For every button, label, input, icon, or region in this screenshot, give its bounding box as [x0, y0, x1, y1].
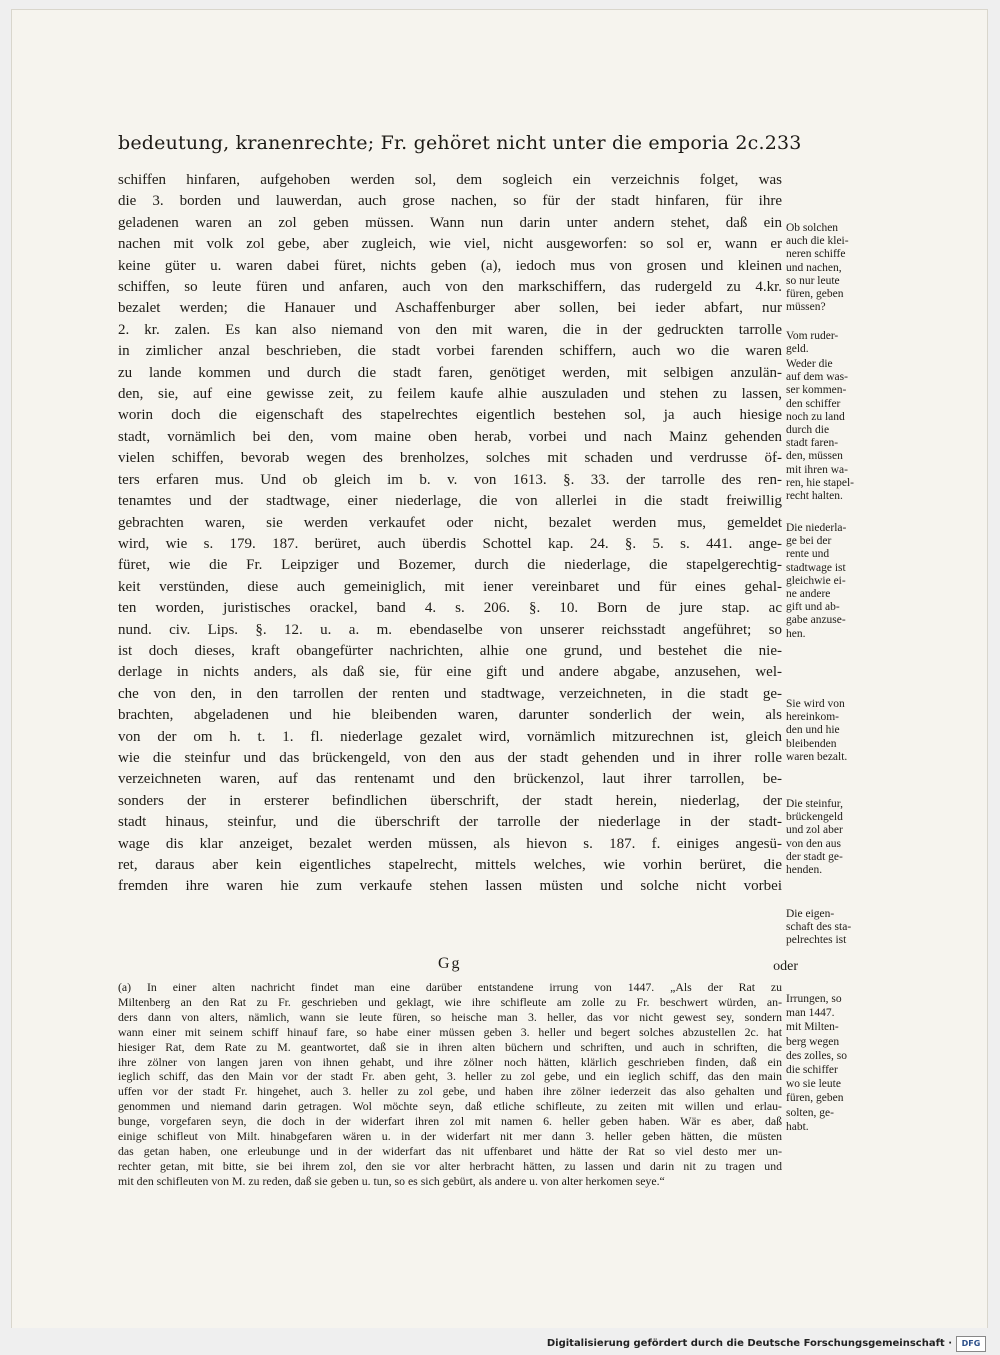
text-line: 2. kr. zalen. Es kan also niemand von den mit waren, die in der gedruckten tarrolle	[118, 321, 782, 338]
text-line: sonders der in ersterer befindlichen überschrift, der stadt herein, niederlag, der	[118, 792, 782, 809]
text-line: den, sie, auf eine gewisse zeit, zu feilem kaufe alhie auszuladen und stehen zu lassen,	[118, 386, 782, 403]
margin-note-line: noch zu land	[786, 410, 845, 423]
signature-row	[118, 955, 798, 979]
footnote-margin-line: des zolles, so	[786, 1049, 848, 1062]
text-line: wie die steinfur und das brückengeld, von den aus der stadt gehenden und in ihrer rolle	[118, 749, 782, 766]
margin-note-line: auf dem was-	[786, 371, 848, 384]
footnote-block	[118, 980, 782, 1189]
margin-note-line: geld.	[786, 343, 809, 356]
text-line: ters erfaren mus. Und ob gleich im b. v. von 1613. §. 33. der tarrolle des ren-	[118, 471, 782, 488]
text-line: bezalet werden; die Hanauer und Aschaffenburger aber sollen, bei ieder abfart, nur	[118, 300, 782, 317]
margin-note-line: gabe anzuse-	[786, 614, 846, 627]
margin-note-line: Die steinfur,	[786, 798, 844, 810]
main-text-block	[118, 170, 782, 898]
text-line: wird, wie s. 179. 187. berüret, auch überdis Schottel kap. 24. §. 5. s. 441. ange-	[118, 535, 782, 552]
catchword: oder	[773, 959, 798, 974]
margin-note-line: gift und ab-	[786, 601, 840, 614]
footnote-line: hiesiger Rat, dem Rate zu M. geantwortet, daß sie in ihren alten büchern und schriften, und auch in schriften, die	[118, 1039, 782, 1054]
margin-note-line: Die eigen-	[786, 908, 835, 920]
text-line: ten worden, juristisches orackel, band 4. s. 206. §. 10. Born de jure stap. ac	[118, 600, 782, 617]
margin-note-line: durch die	[786, 424, 830, 437]
text-line: che von den, in den tarrollen der renten und stadtwage, verzeichneten, in die stadt ge-	[118, 685, 782, 702]
margin-note	[786, 908, 868, 948]
margin-note-line: ren, hie stapel-	[786, 476, 855, 489]
text-line: keine güter u. waren dabei füret, nichts geben (a), iedoch mus von grosen und kleinen	[118, 257, 782, 274]
text-line: gebrachten waren, sie werden verkaufet oder nicht, bezalet werden mus, gemeldet	[118, 514, 782, 531]
footnote-line: Miltenberg an den Rat zu Fr. geschrieben und geklagt, wie ihre schifleute am zolle zu Fr. beschwert würden, an-	[118, 994, 782, 1009]
text-line: geladenen waren an zol geben müssen. Wann nun darin unter andern stehet, daß ein	[118, 214, 782, 231]
text-line: nund. civ. Lips. §. 12. u. a. m. ebendaselbe von unserer reichsstadt angeführet; so	[118, 621, 782, 638]
text-line: schiffen, so leute füren und anfaren, auch von den markschiffern, das rudergeld zu 4.kr.	[118, 279, 782, 296]
margin-note-line: Die niederla-	[786, 522, 847, 534]
text-line: stadt hinaus, steinfur, und die überschrift der tarrolle der niederlage in der stadt-	[118, 814, 782, 831]
footnote-line: (a) In einer alten nachricht findet man eine darüber entstandene irrung von 1447. „Als der Rat zu	[118, 980, 782, 994]
footnote-margin-line: man 1447.	[786, 1007, 835, 1020]
margin-note-line: schaft des sta-	[786, 921, 852, 934]
text-line: nachen mit volk zol gebe, aber zugleich, wie viel, nicht ausgeworfen: so sol er, wann er	[118, 236, 782, 253]
text-line: fremden ihre waren hie zum verkaufe stehen lassen müsten und solche nicht vorbei	[118, 878, 782, 895]
footnote-margin-line: wo sie leute	[786, 1078, 841, 1091]
margin-note-line: recht halten.	[786, 490, 843, 503]
text-line: brachten, abgeladenen und hie bleibenden waren, darunter sonderlich der wein, als	[118, 707, 782, 724]
margin-note-line: neren schiffe	[786, 248, 846, 261]
margin-note-line: gleichwie ei-	[786, 574, 846, 587]
footnote-line: bunge, vorgefaren seyn, die doch in der widerfart ihren zol mit namen 6. heller geben haben. Wär es aber, daß	[118, 1114, 782, 1129]
margin-note-line: bleibenden	[786, 737, 837, 750]
footnote-margin-line: mit Milten-	[786, 1021, 839, 1034]
margin-note-line: Vom ruder-	[786, 330, 839, 342]
margin-note-line: waren bezalt.	[786, 750, 848, 763]
text-line: füret, wie die Fr. Leipziger und Bozemer, durch die niederlage, die stapelgerechtig-	[118, 557, 782, 574]
footnote-margin-line: solten, ge-	[786, 1106, 834, 1119]
text-line: von der om h. t. 1. fl. niederlage gezalet wird, vornämlich mitzurechnen ist, gleich	[118, 728, 782, 745]
text-line: die 3. borden und lauwerdan, auch grose nachen, so für der stadt hinfaren, für ihre	[118, 193, 782, 210]
margin-note	[786, 798, 868, 877]
margin-note-line: so nur leute	[786, 274, 840, 287]
dfg-logo-icon: DFG	[956, 1336, 986, 1352]
footnote-line: wann einer mit seinem schiff hinauf fare, so habe einer müssen geben 3. heller und begert solches abzustellen 2c. hat	[118, 1024, 782, 1039]
funding-credit: Digitalisierung gefördert durch die Deutsche Forschungsgemeinschaft ·	[546, 1338, 952, 1349]
margin-note-line: mit ihren wa-	[786, 463, 848, 476]
margin-note-line: Ob solchen	[786, 222, 839, 234]
text-line: in zimlicher anzal beschrieben, die stadt vorbei farenden schiffern, auch wo die waren	[118, 343, 782, 360]
margin-note	[786, 698, 868, 764]
text-line: tenamtes und der stadtwage, einer niederlage, die von allerlei in die stadt freiwillig	[118, 493, 782, 510]
footnote-line: das getan haben, one erleubunge und in der widerfart das nit uffenbaret und hätte der Rat so viel desto mer un-	[118, 1143, 782, 1158]
text-line: zu lande kommen und durch die stadt faren, genötiget werden, mit selbigen anzulän-	[118, 364, 782, 381]
text-line: schiffen hinfaren, aufgehoben werden sol, dem sogleich ein verzeichnis folget, was	[118, 172, 782, 188]
running-title: bedeutung, kranenrechte; Fr. gehöret nicht unter die emporia 2c.	[118, 132, 765, 154]
margin-note-line: ne andere	[786, 588, 831, 601]
margin-note-line: stadt faren-	[786, 437, 839, 450]
text-line: ret, daraus aber kein eigentliches stapelrecht, mittels welches, wie vorhin berüret, die	[118, 857, 782, 873]
margin-note-line: Sie wird von	[786, 698, 845, 710]
text-line: stadt, vornämlich bei den, vom maine oben herab, vorbei und nach Mainz gehenden	[118, 428, 782, 445]
margin-note-line: ge bei der	[786, 535, 832, 548]
footnote-line: einige schifleut von Milt. hinabgefaren wären u. in der widerfart nit mer dann 3. heller geben hätten, die müsten	[118, 1129, 782, 1144]
margin-note-line: ser kommen-	[786, 384, 847, 397]
footnote-marginal-note	[786, 992, 868, 1134]
footnote-margin-line: habt.	[786, 1120, 809, 1133]
margin-note-line: auch die klei-	[786, 235, 849, 248]
text-line: vielen schiffen, bevorab wegen des brenholzes, solches mit schaden und verdrusse öf-	[118, 450, 782, 467]
text-line: ist doch dieses, kraft obangefürter nachrichten, alhie one grund, und bestehet die nie-	[118, 642, 782, 659]
margin-note-line: hereinkom-	[786, 711, 840, 724]
text-line: verzeichneten waren, auf das rentenamt und den brückenzol, laut ihrer tarrollen, be-	[118, 771, 782, 788]
footnote-line: rechter getan, mit bitte, sie bei ihrem zol, den sie vor alter herbracht hätten, zu lassen und darin nit zu tragen und	[118, 1158, 782, 1173]
margin-note-line: hen.	[786, 627, 806, 640]
margin-note-line: brückengeld	[786, 811, 843, 824]
text-line: worin doch die eigenschaft des stapelrechtes eigentlich bestehen sol, ja auch hiesige	[118, 407, 782, 424]
margin-note	[786, 522, 868, 641]
footnote-margin-line: füren, geben	[786, 1092, 844, 1105]
footnote-line: mit den schifleuten von M. zu reden, daß sie geben u. tun, so es sich gebürt, als andere u. von alter herkomen seye.“	[118, 1173, 665, 1188]
margin-note-line: und nachen,	[786, 261, 842, 274]
margin-note-line: stadtwage ist	[786, 561, 846, 574]
margin-note-line: den schiffer	[786, 397, 841, 410]
margin-note-line: der stadt ge-	[786, 850, 843, 863]
running-head	[118, 132, 802, 154]
margin-note-line: von den aus	[786, 837, 841, 850]
margin-note-line: henden.	[786, 864, 823, 877]
margin-note-line: füren, geben	[786, 288, 844, 301]
footnote-line: ihre zölner von langen jaren von ihnen gehabt, und ihre zölner noch hätten, klärlich geschrieben finden, daß ein	[118, 1054, 782, 1069]
margin-note-line: und zol aber	[786, 824, 843, 837]
page-number: 233	[764, 132, 802, 154]
scanned-page	[12, 10, 987, 1328]
margin-note-line: Weder die	[786, 358, 833, 370]
margin-note-line: müssen?	[786, 301, 826, 314]
margin-note-line: rente und	[786, 548, 830, 561]
footnote-line: uffen vor der stadt Fr. hingehet, auch 3. heller zu zol gebe, und haben ihre zölner iederzeit das also gehalten und	[118, 1084, 782, 1099]
footnote-margin-line: berg wegen	[786, 1035, 840, 1048]
margin-note-line: den, müssen	[786, 450, 843, 463]
text-line: keit verstünden, diese auch gemeiniglich, mit iener vereinbaret und für eines gehal-	[118, 578, 782, 595]
footnote-line: genommen und niemand darin getragen. Wol möchte seyn, daß etliche schifleute, zu zeiten mit willen und erlau-	[118, 1099, 782, 1114]
margin-note	[786, 330, 868, 356]
footnote-margin-line: Irrungen, so	[786, 993, 842, 1005]
margin-note	[786, 222, 868, 314]
margin-note	[786, 358, 868, 503]
signature-mark: Gg	[438, 955, 462, 972]
margin-note-line: pelrechtes ist	[786, 934, 847, 947]
text-line: derlage in nichts anders, als daß sie, für eine gift und andere abgabe, anzusehen, wel-	[118, 664, 782, 681]
footnote-line: ieglich schiff, das den Main vor der stadt Fr. aben geht, 3. heller zu zol gebe, und ein ieglich schiff, das den main	[118, 1069, 782, 1084]
footnote-margin-line: die schiffer	[786, 1064, 838, 1077]
text-line: wage dis klar anzeiget, bezalet werden müssen, als hievon s. 187. f. einiges angesü-	[118, 835, 782, 852]
footnote-line: ders dann von alters, nämlich, wann sie leute füren, so heische man 3. heller, das vor nicht gewest sey, sondern	[118, 1009, 782, 1024]
margin-note-line: den und hie	[786, 724, 840, 737]
